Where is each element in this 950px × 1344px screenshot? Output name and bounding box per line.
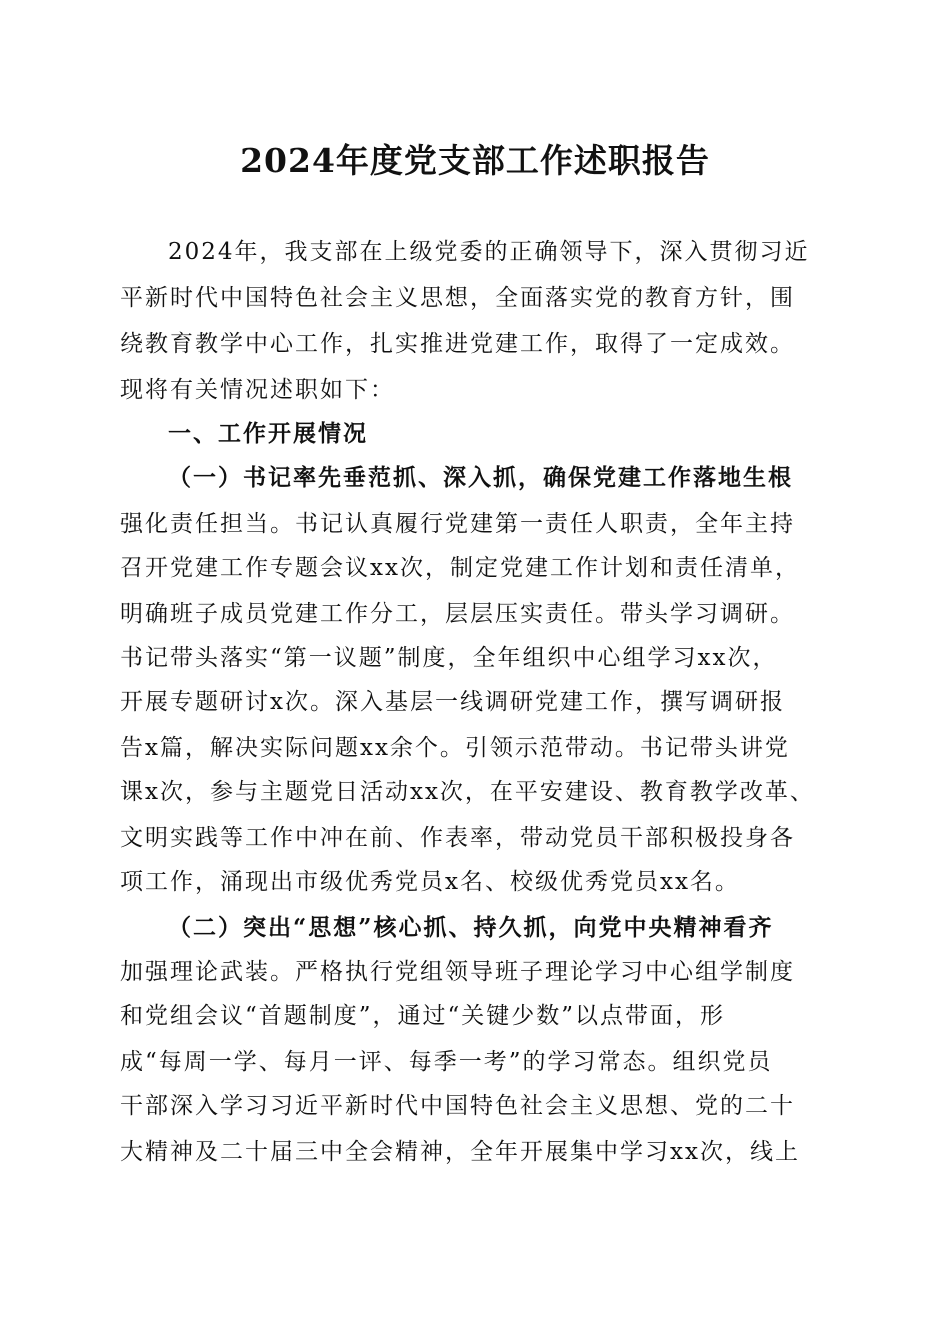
paragraph-line: 大精神及二十届三中全会精神，全年开展集中学习xx次，线上 — [120, 1139, 800, 1165]
section-heading: 一、工作开展情况 — [168, 421, 368, 447]
paragraph-line: 2024年，我支部在上级党委的正确领导下，深入贯彻习近 — [168, 239, 810, 265]
paragraph-line: 和党组会议“首题制度”，通过“关键少数”以点带面，形 — [120, 1003, 726, 1029]
paragraph-line: 加强理论武装。严格执行党组领导班子理论学习中心组学制度 — [120, 959, 795, 985]
paragraph-line: 明确班子成员党建工作分工，层层压实责任。带头学习调研。 — [120, 601, 795, 627]
paragraph-line: 项工作，涌现出市级优秀党员x名、校级优秀党员xx名。 — [120, 869, 740, 895]
paragraph-line: 干部深入学习习近平新时代中国特色社会主义思想、党的二十 — [120, 1093, 795, 1119]
paragraph-line: 现将有关情况述职如下： — [120, 377, 395, 403]
subsection-heading: （一）书记率先垂范抓、深入抓，确保党建工作落地生根 — [168, 464, 793, 491]
paragraph-line: 文明实践等工作中冲在前、作表率，带动党员干部积极投身各 — [120, 825, 795, 851]
paragraph-line: 平新时代中国特色社会主义思想，全面落实党的教育方针，围 — [120, 285, 795, 311]
paragraph-line: 书记带头落实“第一议题”制度，全年组织中心组学习xx次， — [120, 645, 778, 671]
paragraph-line: 开展专题研讨x次。深入基层一线调研党建工作，撰写调研报 — [120, 689, 785, 715]
document-title: 2024年度党支部工作述职报告 — [240, 141, 710, 180]
paragraph-line: 绕教育教学中心工作，扎实推进党建工作，取得了一定成效。 — [120, 331, 795, 357]
paragraph-line: 告x篇，解决实际问题xx余个。引领示范带动。书记带头讲党 — [120, 735, 790, 761]
paragraph-line: 召开党建工作专题会议xx次，制定党建工作计划和责任清单， — [120, 555, 800, 581]
subsection-heading: （二）突出“思想”核心抓、持久抓，向党中央精神看齐 — [168, 914, 774, 941]
paragraph-line: 课x次，参与主题党日活动xx次，在平安建设、教育教学改革、 — [120, 779, 815, 805]
paragraph-line: 成“每周一学、每月一评、每季一考”的学习常态。组织党员 — [120, 1049, 773, 1075]
paragraph-line: 强化责任担当。书记认真履行党建第一责任人职责，全年主持 — [120, 511, 795, 537]
